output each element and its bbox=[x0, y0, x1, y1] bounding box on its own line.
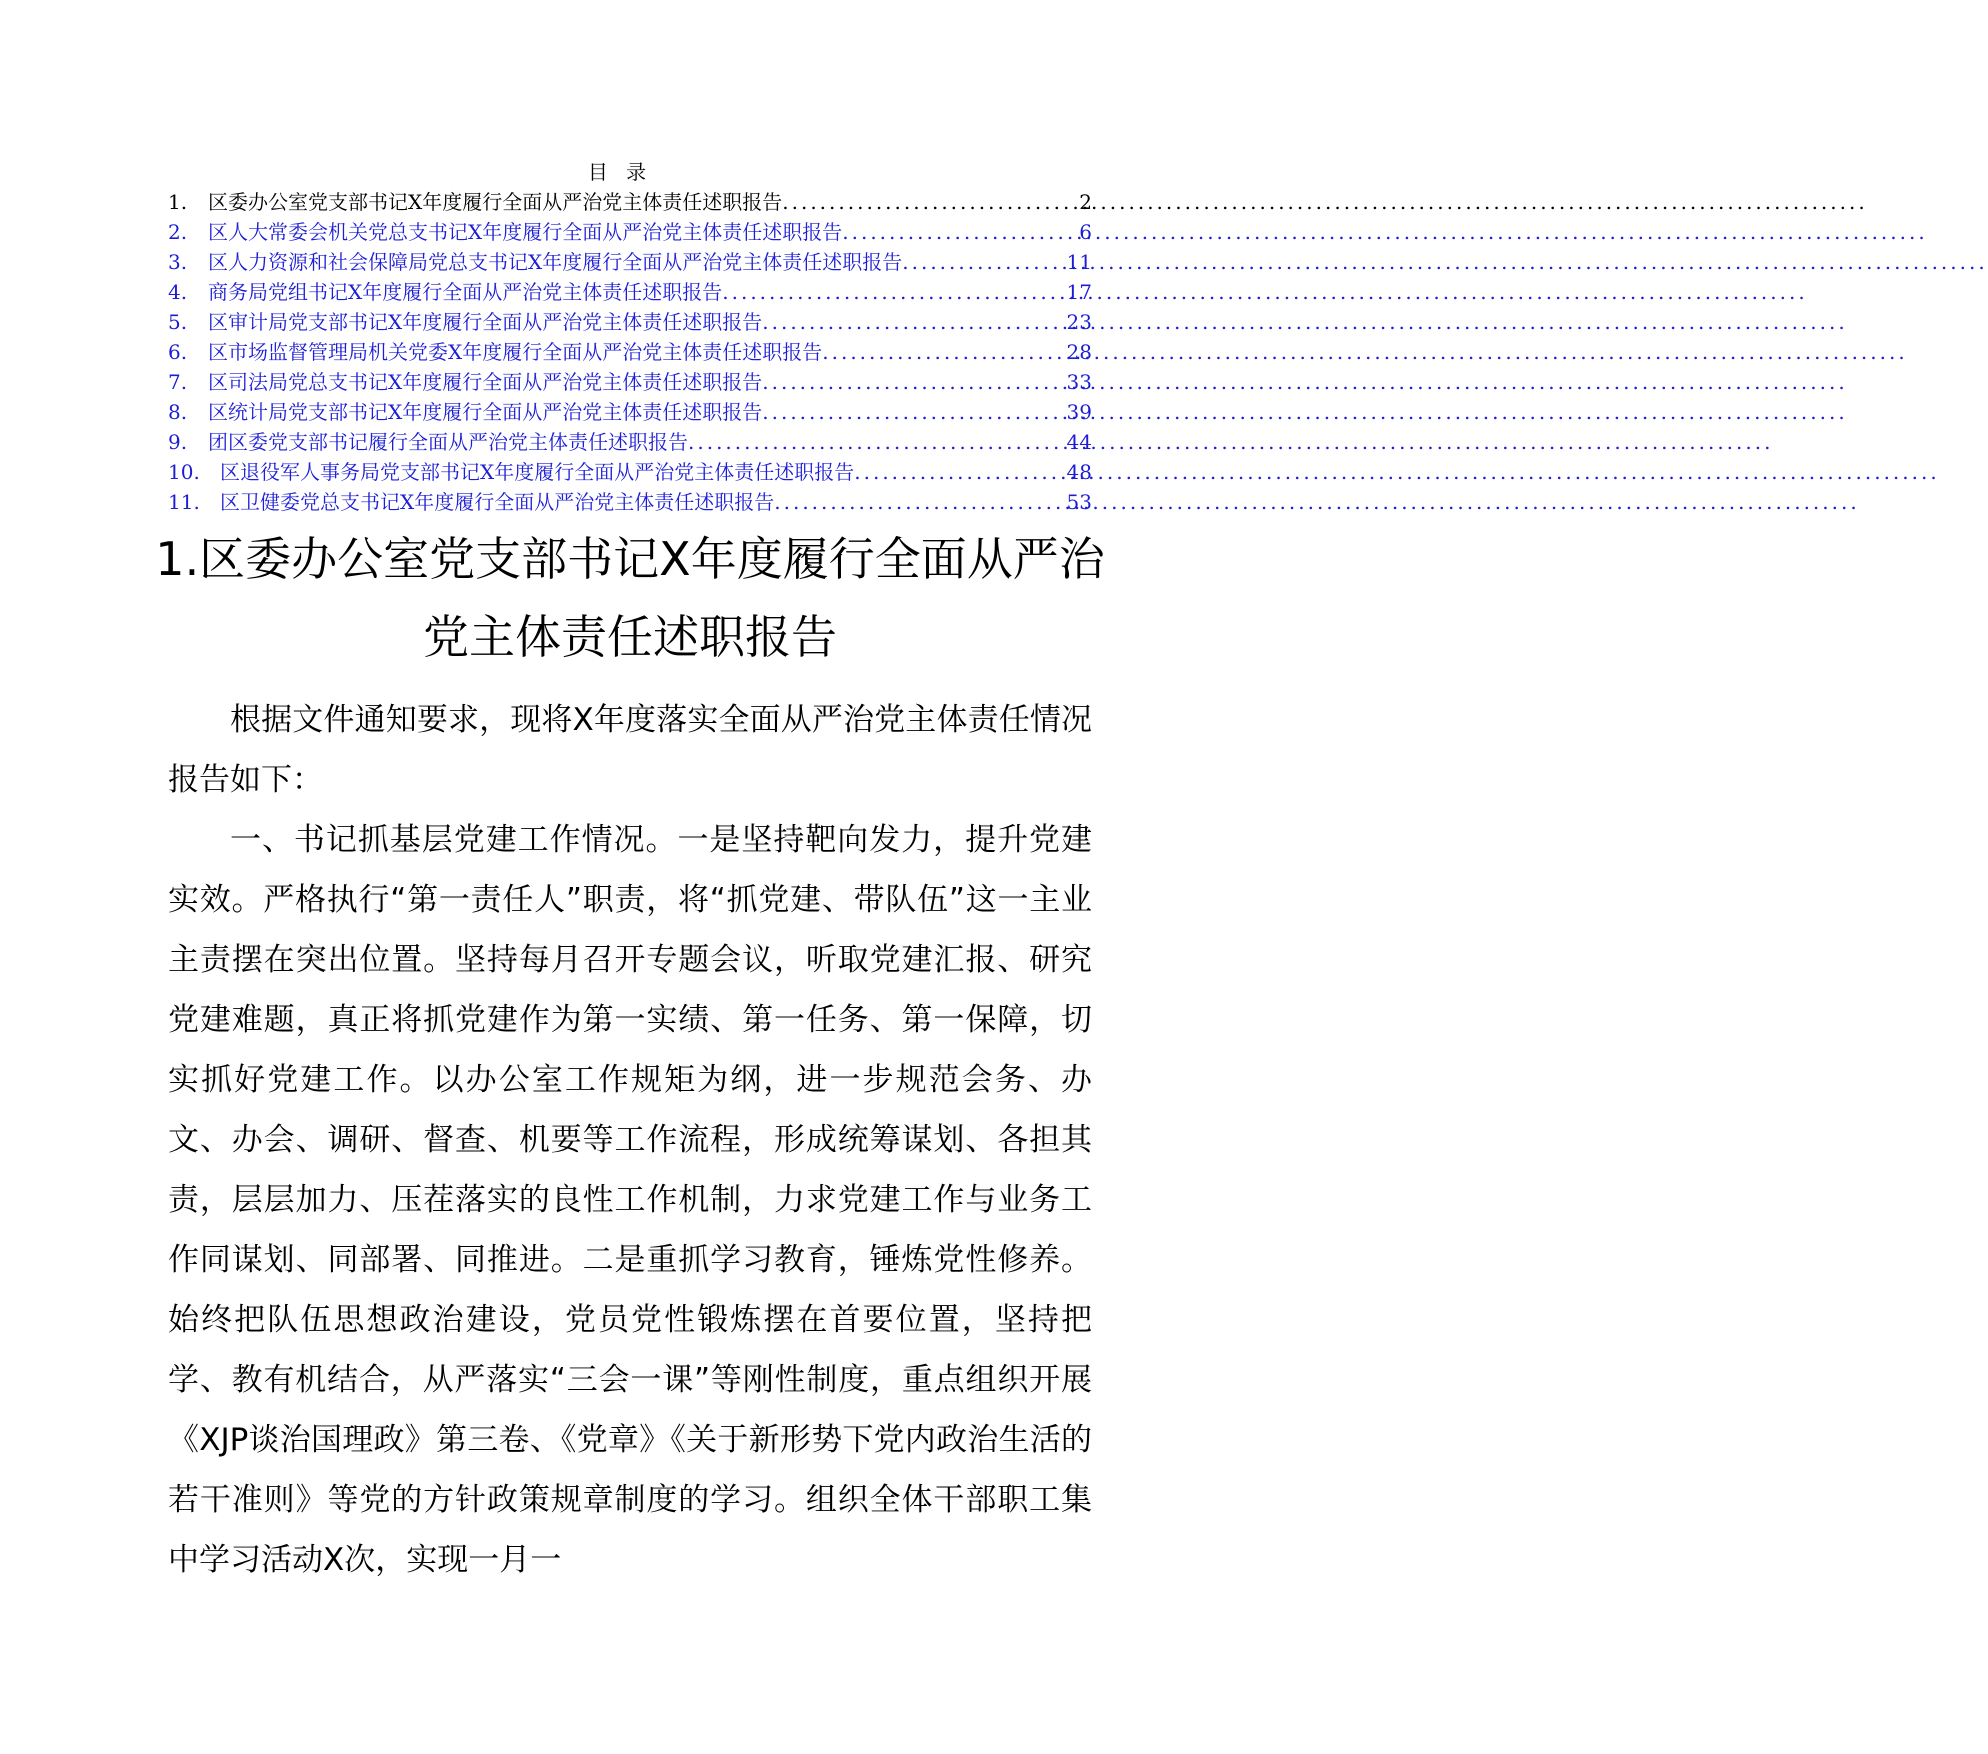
toc-entry[interactable] bbox=[168, 396, 1092, 426]
toc-entry-title: 区委办公室党支部书记X年度履行全面从严治党主体责任述职报告 bbox=[208, 190, 783, 214]
toc-entry[interactable] bbox=[168, 486, 1092, 516]
toc-entry-title: 区统计局党支部书记X年度履行全面从严治党主体责任述职报告 bbox=[208, 400, 763, 424]
table-of-contents bbox=[168, 186, 1092, 516]
toc-dot-leader bbox=[902, 250, 1064, 274]
toc-entry[interactable] bbox=[168, 276, 1092, 306]
toc-entry[interactable] bbox=[168, 456, 1092, 486]
toc-entry-page: 11 bbox=[1066, 250, 1092, 274]
body-paragraph: 一、书记抓基层党建工作情况。一是坚持靶向发力，提升党建实效。严格执行“第一责任人”职责，将“抓党建、带队伍”这一主业主责摆在突出位置。坚持每月召开专题会议，听取党建汇报、研究党建难题，真正将抓党建作为第一实绩、第一任务、第一保障，切实抓好党建工作。以办公室工作规矩为纲，进一步规范会务、办文、办会、调研、督查、机要等工作流程，形成统筹谋划、各担其责，层层加力、压茬落实的良性工作机制，力求党建工作与业务工作同谋划、同部署、同推进。二是重抓学习教育，锤炼党性修养。始终把队伍思想政治建设，党员党性锻炼摆在首要位置，坚持把学、教有机结合，从严落实“三会一课”等刚性制度，重点组织开展《XJP谈治国理政》第三卷、《党章》《关于新形势下党内政治生活的若干准则》等党的方针政策规章制度的学习。组织全体干部职工集中学习活动X次，实现一月一 bbox=[168, 822, 1092, 1578]
toc-entry-title: 商务局党组书记X年度履行全面从严治党主体责任述职报告 bbox=[208, 280, 723, 304]
toc-entry-page: 44 bbox=[1066, 430, 1092, 454]
toc-entry-number: 7. bbox=[168, 370, 188, 394]
toc-entry[interactable] bbox=[168, 426, 1092, 456]
toc-dot-leader bbox=[762, 400, 1064, 424]
toc-entry-number: 6. bbox=[168, 340, 188, 364]
toc-entry-page: 53 bbox=[1066, 490, 1092, 514]
toc-dot-leader bbox=[782, 190, 1077, 214]
toc-entry-title: 区退役军人事务局党支部书记X年度履行全面从严治党主体责任述职报告 bbox=[220, 460, 855, 484]
toc-entry-title: 区市场监督管理局机关党委X年度履行全面从严治党主体责任述职报告 bbox=[208, 340, 823, 364]
toc-entry-number: 10. bbox=[168, 460, 200, 484]
toc-entry-page: 28 bbox=[1066, 340, 1092, 364]
toc-entry-number: 8. bbox=[168, 400, 188, 424]
toc-entry-number: 3. bbox=[168, 250, 188, 274]
toc-entry-number: 11. bbox=[168, 490, 200, 514]
toc-entry-title: 区人力资源和社会保障局党总支书记X年度履行全面从严治党主体责任述职报告 bbox=[208, 250, 903, 274]
toc-entry[interactable] bbox=[168, 366, 1092, 396]
toc-entry[interactable] bbox=[168, 216, 1092, 246]
toc-entry[interactable] bbox=[168, 306, 1092, 336]
toc-entry[interactable] bbox=[168, 336, 1092, 366]
toc-title: 目 录 bbox=[587, 160, 653, 184]
toc-entry-number: 5. bbox=[168, 310, 188, 334]
toc-entry-title: 团区委党支部书记履行全面从严治党主体责任述职报告 bbox=[208, 430, 688, 454]
toc-entry-number: 2. bbox=[168, 220, 188, 244]
toc-entry-page: 23 bbox=[1066, 310, 1092, 334]
toc-entry-page: 2 bbox=[1079, 190, 1092, 214]
toc-entry-number: 9. bbox=[168, 430, 188, 454]
toc-entry-page: 39 bbox=[1066, 400, 1092, 424]
toc-dot-leader bbox=[854, 460, 1064, 484]
toc-entry-number: 1. bbox=[168, 190, 188, 214]
toc-dot-leader bbox=[762, 310, 1064, 334]
toc-entry-number: 4. bbox=[168, 280, 188, 304]
toc-entry-page: 33 bbox=[1066, 370, 1092, 394]
toc-dot-leader bbox=[822, 340, 1064, 364]
toc-dot-leader bbox=[842, 220, 1077, 244]
toc-dot-leader bbox=[688, 430, 1065, 454]
toc-entry-page: 6 bbox=[1079, 220, 1092, 244]
document-heading: 1.区委办公室党支部书记X年度履行全面从严治党主体责任述职报告 bbox=[155, 532, 1105, 664]
body-paragraph: 根据文件通知要求，现将X年度落实全面从严治党主体责任情况报告如下： bbox=[168, 702, 1092, 798]
toc-entry-title: 区审计局党支部书记X年度履行全面从严治党主体责任述职报告 bbox=[208, 310, 763, 334]
toc-entry[interactable] bbox=[168, 186, 1092, 216]
toc-entry-page: 48 bbox=[1066, 460, 1092, 484]
toc-entry-title: 区司法局党总支书记X年度履行全面从严治党主体责任述职报告 bbox=[208, 370, 763, 394]
toc-entry-page: 17 bbox=[1066, 280, 1092, 304]
toc-dot-leader bbox=[722, 280, 1064, 304]
document-body bbox=[168, 690, 1092, 1590]
toc-entry-title: 区人大常委会机关党总支书记X年度履行全面从严治党主体责任述职报告 bbox=[208, 220, 843, 244]
toc-dot-leader bbox=[774, 490, 1064, 514]
toc-dot-leader bbox=[762, 370, 1064, 394]
toc-entry[interactable] bbox=[168, 246, 1092, 276]
toc-entry-title: 区卫健委党总支书记X年度履行全面从严治党主体责任述职报告 bbox=[220, 490, 775, 514]
